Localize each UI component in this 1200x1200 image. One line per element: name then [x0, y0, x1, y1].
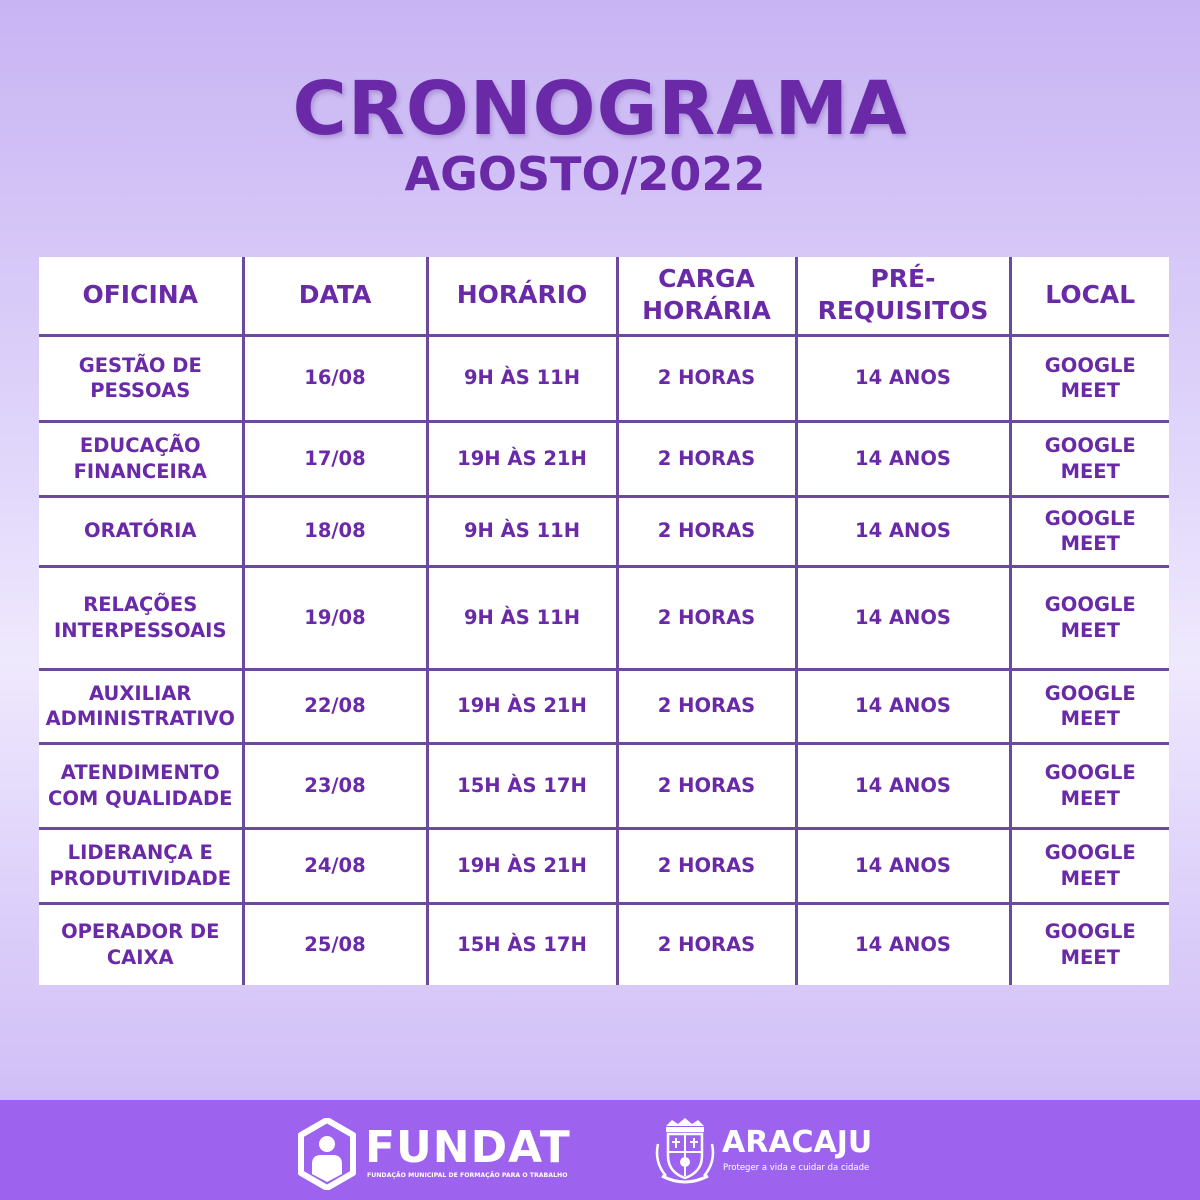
cell-pre-requisitos: 14 ANOS	[796, 421, 1010, 496]
cell-local: GOOGLE MEET	[1010, 743, 1169, 828]
cell-carga-horaria: 2 HORAS	[617, 335, 796, 421]
cell-carga-horaria: 2 HORAS	[617, 743, 796, 828]
cell-horario: 9H ÀS 11H	[427, 566, 617, 669]
cell-pre-requisitos: 14 ANOS	[796, 669, 1010, 743]
cell-local: GOOGLE MEET	[1010, 828, 1169, 903]
table-row	[39, 566, 1169, 669]
aracaju-logo	[652, 1114, 882, 1186]
cell-oficina: LIDERANÇA E PRODUTIVIDADE	[39, 828, 243, 903]
table-row	[39, 335, 1169, 421]
page-subtitle: AGOSTO/2022	[404, 147, 766, 201]
cell-local: GOOGLE MEET	[1010, 335, 1169, 421]
cell-pre-requisitos: 14 ANOS	[796, 496, 1010, 566]
cell-carga-horaria: 2 HORAS	[617, 828, 796, 903]
column-header-pre-requisitos: PRÉ-REQUISITOS	[796, 257, 1010, 335]
cell-local: GOOGLE MEET	[1010, 903, 1169, 985]
cell-carga-horaria: 2 HORAS	[617, 496, 796, 566]
aracaju-slogan: Proteger a vida e cuidar da cidade	[723, 1163, 870, 1173]
cell-horario: 19H ÀS 21H	[427, 828, 617, 903]
cell-carga-horaria: 2 HORAS	[617, 566, 796, 669]
cell-pre-requisitos: 14 ANOS	[796, 743, 1010, 828]
cell-data: 17/08	[243, 421, 427, 496]
column-header-carga-horaria: CARGA HORÁRIA	[617, 257, 796, 335]
fundat-subtitle: FUNDAÇÃO MUNICIPAL DE FORMAÇÃO PARA O TRABALHO	[367, 1172, 568, 1179]
cell-data: 22/08	[243, 669, 427, 743]
cell-horario: 9H ÀS 11H	[427, 496, 617, 566]
page-title: CRONOGRAMA	[292, 66, 908, 152]
cell-oficina: AUXILIAR ADMINISTRATIVO	[39, 669, 243, 743]
cell-oficina: OPERADOR DE CAIXA	[39, 903, 243, 985]
cell-horario: 19H ÀS 21H	[427, 669, 617, 743]
fundat-name: FUNDAT	[365, 1122, 571, 1173]
cell-carga-horaria: 2 HORAS	[617, 903, 796, 985]
cell-oficina: EDUCAÇÃO FINANCEIRA	[39, 421, 243, 496]
cell-horario: 15H ÀS 17H	[427, 903, 617, 985]
cell-carga-horaria: 2 HORAS	[617, 421, 796, 496]
cell-data: 18/08	[243, 496, 427, 566]
cell-local: GOOGLE MEET	[1010, 566, 1169, 669]
table-row	[39, 903, 1169, 985]
cell-local: GOOGLE MEET	[1010, 669, 1169, 743]
column-header-data: DATA	[243, 257, 427, 335]
fundat-emblem-icon	[297, 1118, 357, 1190]
cell-horario: 19H ÀS 21H	[427, 421, 617, 496]
cell-horario: 9H ÀS 11H	[427, 335, 617, 421]
cell-local: GOOGLE MEET	[1010, 421, 1169, 496]
cell-horario: 15H ÀS 17H	[427, 743, 617, 828]
cell-pre-requisitos: 14 ANOS	[796, 903, 1010, 985]
cell-pre-requisitos: 14 ANOS	[796, 335, 1010, 421]
aracaju-coat-of-arms-icon	[652, 1114, 718, 1186]
fundat-logo	[297, 1118, 571, 1190]
cell-oficina: ATENDIMENTO COM QUALIDADE	[39, 743, 243, 828]
aracaju-name: ARACAJU	[722, 1125, 873, 1160]
footer-bar	[0, 1100, 1200, 1200]
cell-pre-requisitos: 14 ANOS	[796, 828, 1010, 903]
table-row	[39, 669, 1169, 743]
cell-oficina: GESTÃO DE PESSOAS	[39, 335, 243, 421]
column-header-oficina: OFICINA	[39, 257, 243, 335]
cell-local: GOOGLE MEET	[1010, 496, 1169, 566]
table-row	[39, 496, 1169, 566]
cell-oficina: ORATÓRIA	[39, 496, 243, 566]
table-row	[39, 828, 1169, 903]
cell-data: 19/08	[243, 566, 427, 669]
column-header-local: LOCAL	[1010, 257, 1169, 335]
cell-data: 25/08	[243, 903, 427, 985]
table-row	[39, 743, 1169, 828]
cell-pre-requisitos: 14 ANOS	[796, 566, 1010, 669]
schedule-table	[39, 257, 1169, 985]
cell-data: 16/08	[243, 335, 427, 421]
cell-data: 23/08	[243, 743, 427, 828]
table-row	[39, 421, 1169, 496]
cell-carga-horaria: 2 HORAS	[617, 669, 796, 743]
cell-oficina: RELAÇÕES INTERPESSOAIS	[39, 566, 243, 669]
cell-data: 24/08	[243, 828, 427, 903]
column-header-horario: HORÁRIO	[427, 257, 617, 335]
